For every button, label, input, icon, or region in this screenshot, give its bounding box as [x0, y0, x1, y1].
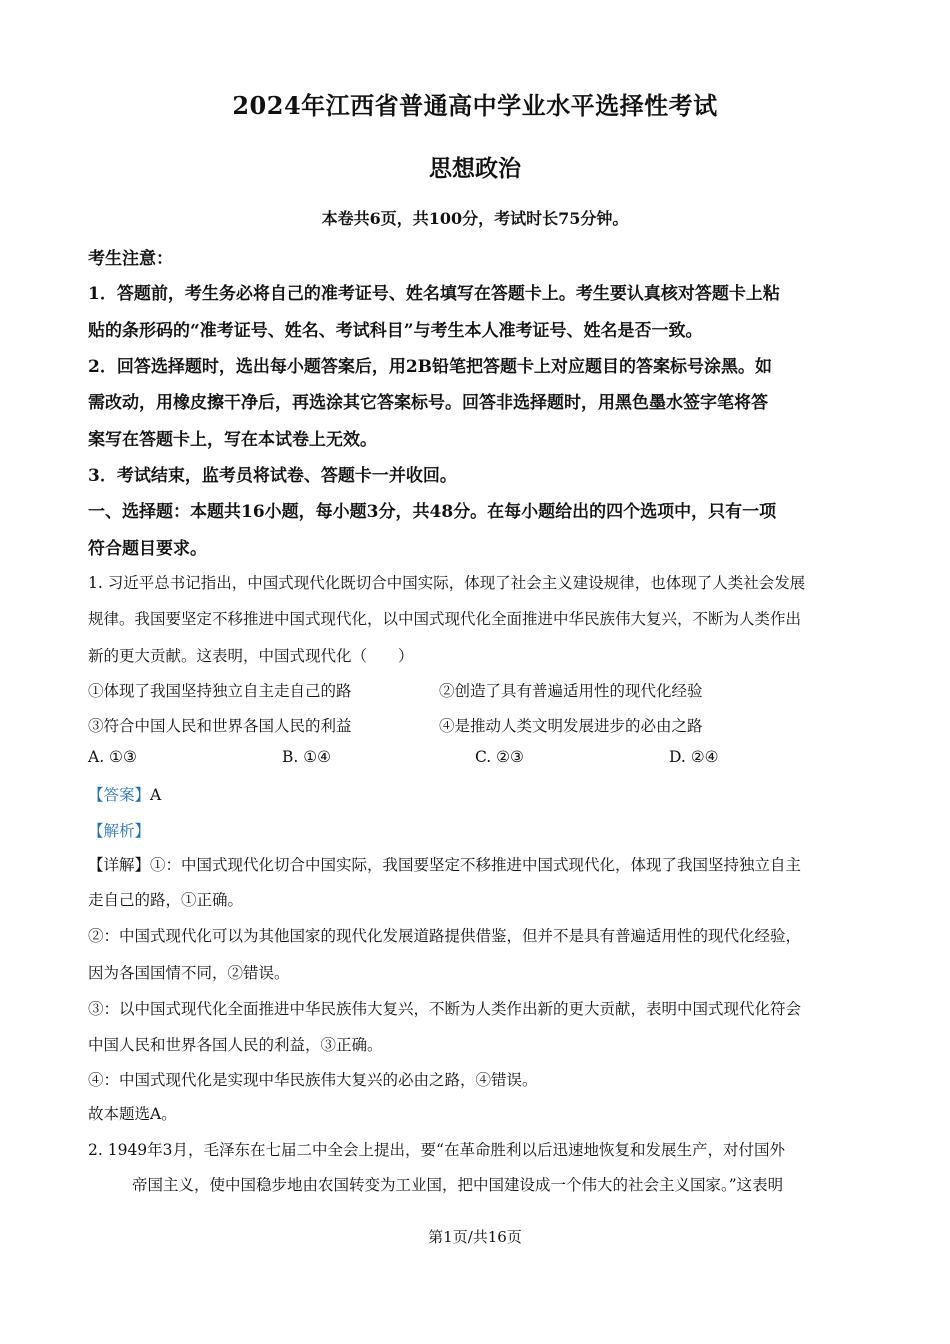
detail-tag: 【详解】 [88, 856, 151, 874]
detail-line: 故本题选A。 [88, 1105, 177, 1123]
page-number: 第1页/共16页 [428, 1228, 522, 1246]
option-b: B. ①④ [282, 748, 332, 766]
option-a: A. ①③ [88, 748, 137, 766]
notice-line: 1．答题前，考生务必将自己的准考证号、姓名填写在答题卡上。考生要认真核对答题卡上粘 [88, 284, 780, 304]
question-stem: 1. 习近平总书记指出，中国式现代化既切合中国实际，体现了社会主义建设规律，也体现了人类社会发展 [88, 574, 806, 592]
detail-line: 走自己的路，①正确。 [88, 891, 244, 909]
question-stem: 规律。我国要坚定不移推进中国式现代化，以中国式现代化全面推进中华民族伟大复兴，不断为人类作出 [88, 610, 802, 628]
detail-line: 因为各国国情不同，②错误。 [88, 964, 290, 982]
detail-line: ④：中国式现代化是实现中华民族伟大复兴的必由之路，④错误。 [88, 1071, 538, 1089]
exam-title: 2024年江西省普通高中学业水平选择性考试 [232, 91, 718, 120]
section-heading: 符合题目要求。 [88, 539, 207, 559]
option-c: C. ②③ [475, 748, 524, 766]
answer-tag: 【答案】 [88, 786, 151, 804]
detail-text: ①：中国式现代化切合中国实际，我国要坚定不移推进中国式现代化，体现了我国坚持独立自主 [150, 856, 802, 874]
detail-line: ②：中国式现代化可以为其他国家的现代化发展道路提供借鉴，但并不是具有普遍适用性的现代化经验， [88, 927, 802, 945]
statement: ②创造了具有普遍适用性的现代化经验 [439, 682, 703, 700]
detail-line [88, 853, 801, 875]
notice-line: 案写在答题卡上，写在本试卷上无效。 [88, 430, 377, 450]
notice-line: 贴的条形码的“准考证号、姓名、考试科目”与考生本人准考证号、姓名是否一致。 [88, 321, 703, 341]
exam-info: 本卷共6页，共100分，考试时长75分钟。 [321, 209, 629, 228]
statement: ④是推动人类文明发展进步的必由之路 [439, 717, 703, 735]
detail-line: 中国人民和世界各国人民的利益，③正确。 [88, 1036, 383, 1054]
question-stem: 新的更大贡献。这表明，中国式现代化（ ） [88, 647, 414, 665]
statement: ①体现了我国坚持独立自主走自己的路 [88, 682, 352, 700]
answer-line [88, 783, 161, 805]
question-stem: 2. 1949年3月，毛泽东在七届二中全会上提出，要“在革命胜利以后迅速地恢复和发展生产，对付国外 [88, 1141, 785, 1159]
notice-line: 2．回答选择题时，选出每小题答案后，用2B铅笔把答题卡上对应题目的答案标号涂黑。如 [88, 357, 773, 377]
question-stem: 帝国主义，使中国稳步地由农国转变为工业国，把中国建设成一个伟大的社会主义国家。”这表明 [132, 1176, 784, 1194]
section-heading: 一、选择题：本题共16小题，每小题3分，共48分。在每小题给出的四个选项中，只有一项 [88, 502, 777, 522]
notice-line: 需改动，用橡皮擦干净后，再选涂其它答案标号。回答非选择题时，用黑色墨水签字笔将答 [88, 393, 768, 413]
detail-line: ③：以中国式现代化全面推进中华民族伟大复兴，不断为人类作出新的更大贡献，表明中国式现代化符会 [88, 1000, 802, 1018]
statement: ③符合中国人民和世界各国人民的利益 [88, 717, 352, 735]
option-d: D. ②④ [669, 748, 719, 766]
subject-title: 思想政治 [429, 155, 521, 182]
analysis-tag: 【解析】 [88, 822, 151, 840]
notice-heading: 考生注意： [88, 249, 173, 269]
notice-line: 3．考试结束，监考员将试卷、答题卡一并收回。 [88, 466, 457, 486]
answer-value: A [150, 786, 162, 804]
